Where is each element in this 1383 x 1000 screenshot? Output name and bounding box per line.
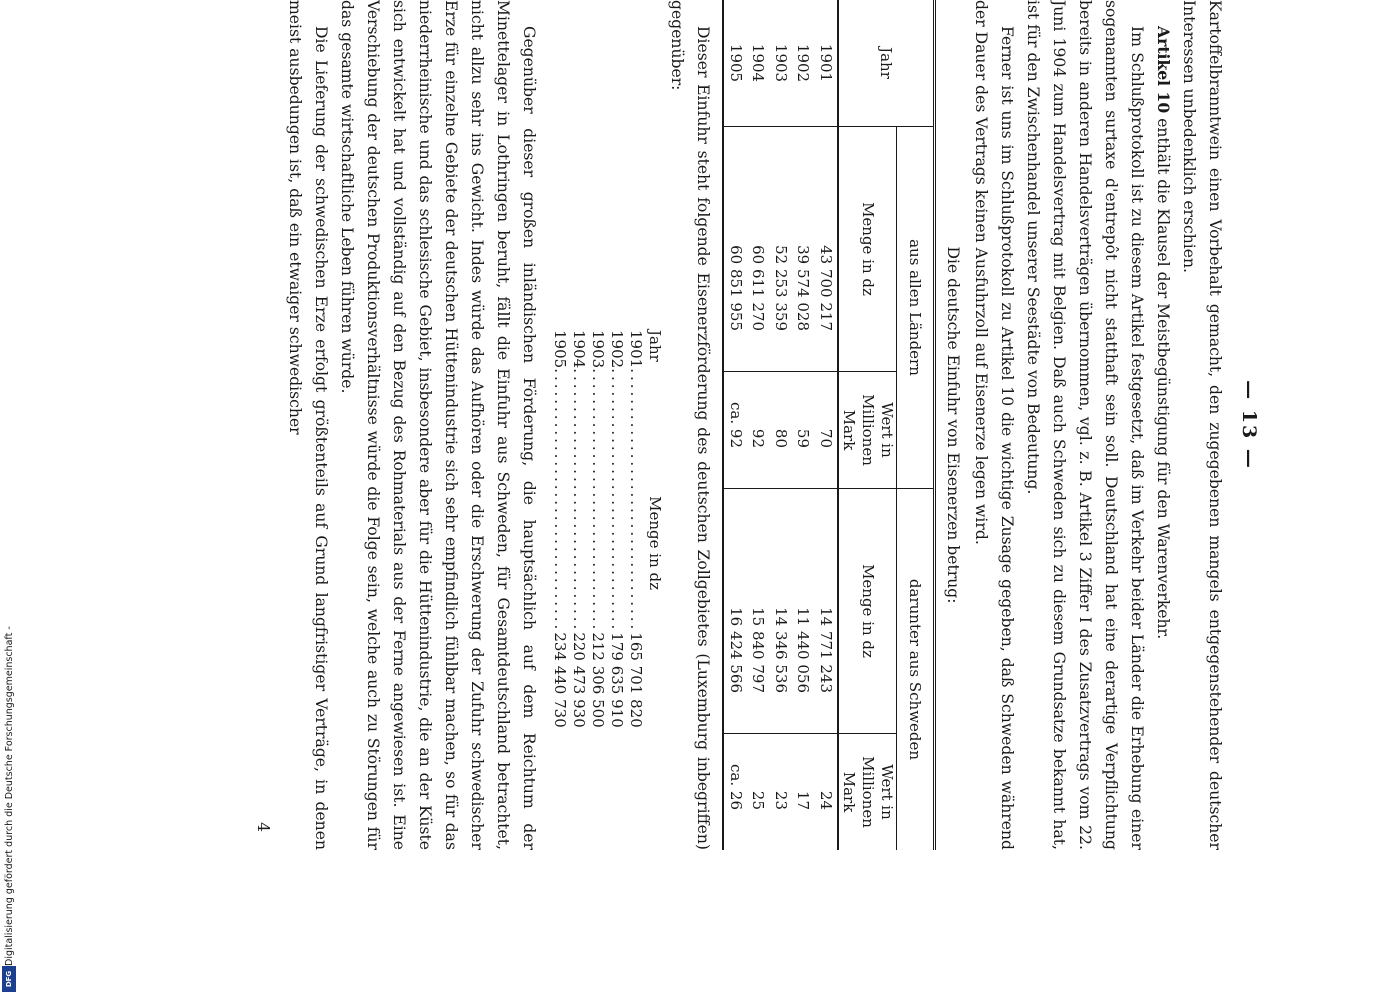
cell-all-value: ca. 92	[724, 372, 748, 489]
cell-year: 1904	[749, 43, 768, 83]
production-qty: 179 635 910	[608, 632, 627, 728]
group-sweden-header: darunter aus Schweden	[897, 489, 935, 851]
leader-dots: ..................................	[608, 368, 627, 633]
rotated-document-page	[150, 0, 1270, 850]
cell-all-qty: 39 574 028	[792, 127, 815, 372]
export-duty-paragraph: Ferner ist uns im Schlußprotokoll zu Artikel 10 die wichtige Zusage gegeben, daß Schweden während der Dauer des Vertrags keinen Ausfuhrzoll auf Eisenerze legen wird.	[972, 0, 1016, 850]
table-row	[747, 0, 770, 850]
cell-all-qty: 52 253 359	[770, 127, 793, 372]
col-sweden-qty-header: Menge in dz	[838, 489, 897, 734]
domestic-production-paragraph: Gegenüber dieser großen inländischen Förderung, die hauptsächlich auf dem Reichtum der Minettelager in Lothringen beruht, fällt die Einfuhr aus Schweden, für Gesamtdeutschland betrachtet, nicht allzu sehr ins Gewicht. Indes würde das Aufhören oder die Erschwerung der Zufuhr schwedischer Erze für einzelne Gebiete der deutschen Hüttenindustrie sich sehr empfindlich fühlbar machen, so für das niederrheinische und das schlesische Gebiet, insbesondere aber für die Hüttenindustrie, die an der Küste sich entwickelt hat und vollständig auf den Bezug des Rohmaterials aus der Ferne angewiesen ist. Eine Verschiebung der deutschen Produktionsverhältnisse würde die Folge sein, welche auch zu Störungen für das gesamte wirtschaftliche Leben führen würde.	[338, 0, 539, 850]
cell-sweden-qty: 11 440 056	[792, 489, 815, 734]
cell-sweden-qty: 16 424 566	[724, 489, 748, 734]
leader-dots: ..................................	[570, 368, 589, 633]
production-qty: 220 473 930	[570, 632, 589, 728]
list-item	[570, 330, 589, 728]
page-number: — 13 —	[1238, 380, 1260, 470]
cell-year: 1901	[817, 43, 835, 83]
intro-paragraph: Kartoffelbranntwein einen Vorbehalt gemacht, den zugegebenen mangels entgegenstehender deutscher Interessen unbedenklich erschien.	[1180, 0, 1224, 850]
list-item	[551, 330, 570, 728]
col-year-header: Jahr	[838, 0, 935, 127]
production-qty: 212 306 500	[589, 632, 608, 728]
col-all-qty-header: Menge in dz	[838, 127, 897, 372]
cell-all-value: 80	[770, 372, 793, 489]
production-list	[551, 330, 665, 728]
leader-dots: ..................................	[589, 368, 608, 633]
production-year: 1904	[570, 330, 589, 369]
production-qty-header: Menge in dz	[646, 496, 665, 590]
table-row	[770, 0, 793, 850]
sheet-signature: 4	[254, 822, 273, 832]
production-year-header: Jahr	[646, 330, 665, 362]
cell-year: 1905	[724, 0, 748, 127]
credit-text: Digitalisierung gefördert durch die Deutsche Forschungsgemeinschaft -	[4, 626, 15, 966]
article-10-text: enthält die Klausel der Meistbegünstigung für den Warenverkehr.	[1154, 118, 1172, 640]
dfg-logo	[2, 966, 16, 992]
cell-sweden-value: 25	[747, 734, 770, 851]
list-item	[627, 330, 646, 728]
table-caption: Die deutsche Einfuhr von Eisenerzen betrug:	[944, 246, 962, 604]
col-sweden-value-header: Wert in Millionen Mark	[838, 734, 897, 851]
production-intro-paragraph: Dieser Einfuhr steht folgende Eisenerzförderung des deutschen Zollgebietes (Luxemburg inbegriffen) gegenüber:	[668, 0, 713, 850]
cell-sweden-qty: 14 771 243	[815, 489, 839, 734]
dfg-logo-text: DFG	[5, 970, 13, 988]
production-year: 1903	[589, 330, 608, 369]
table-row	[792, 0, 815, 850]
list-item	[589, 330, 608, 728]
list-item	[608, 330, 627, 728]
cell-sweden-value: 24	[815, 734, 839, 851]
cell-all-value: 59	[792, 372, 815, 489]
cell-sweden-qty: 14 346 536	[770, 489, 793, 734]
cell-sweden-value: ca. 26	[724, 734, 748, 851]
cell-all-qty: 60 611 270	[747, 127, 770, 372]
table-row	[724, 0, 748, 850]
article-10-heading: Artikel 10	[1154, 26, 1173, 114]
cell-sweden-value: 17	[792, 734, 815, 851]
production-year: 1901	[627, 330, 646, 369]
cell-all-qty: 43 700 217	[815, 127, 839, 372]
cell-all-value: 70	[815, 372, 839, 489]
leader-dots: ..................................	[627, 368, 646, 633]
article-10-paragraph	[1150, 0, 1176, 850]
digitization-credit	[3, 606, 17, 996]
cell-all-value: 92	[747, 372, 770, 489]
delivery-paragraph: Die Lieferung der schwedischen Erze erfolgt größtenteils auf Grund langfristiger Verträge, in denen meist ausbedungen ist, daß ein etwaiger schwedischer	[286, 0, 331, 850]
col-all-value-header: Wert in Millionen Mark	[838, 372, 897, 489]
table-row	[815, 0, 839, 850]
cell-year: 1903	[772, 43, 790, 83]
cell-sweden-value: 23	[770, 734, 793, 851]
production-qty: 165 701 820	[627, 632, 646, 728]
production-year: 1905	[551, 330, 570, 369]
iron-ore-import-table	[723, 0, 937, 850]
cell-year: 1902	[794, 43, 813, 83]
leader-dots: ..................................	[551, 368, 570, 633]
production-qty: 234 440 730	[551, 632, 570, 728]
protocol-paragraph: Im Schlußprotokoll ist zu diesem Artikel festgesetzt, daß im Verkehr beider Länder die Erhebung einer sogenannten surtaxe d'entrepôt nicht statthaft sein soll. Deutschland hat eine derartige Verpflichtung bereits in anderen Handelsverträgen übernommen, vgl. z. B. Artikel 3 Ziffer I des Zusatzvertrags vom 22. Juni 1904 zum Handelsvertrag mit Belgien. Daß auch Schweden sich zu diesem Grundsatze bekannt hat, ist für den Zwischenhandel unserer Seestädte von Bedeutung.	[1024, 0, 1146, 850]
production-year: 1902	[608, 330, 627, 369]
production-list-header	[646, 330, 665, 590]
cell-all-qty: 60 851 955	[724, 127, 748, 372]
cell-sweden-qty: 15 840 797	[747, 489, 770, 734]
group-all-countries-header: aus allen Ländern	[897, 127, 935, 489]
